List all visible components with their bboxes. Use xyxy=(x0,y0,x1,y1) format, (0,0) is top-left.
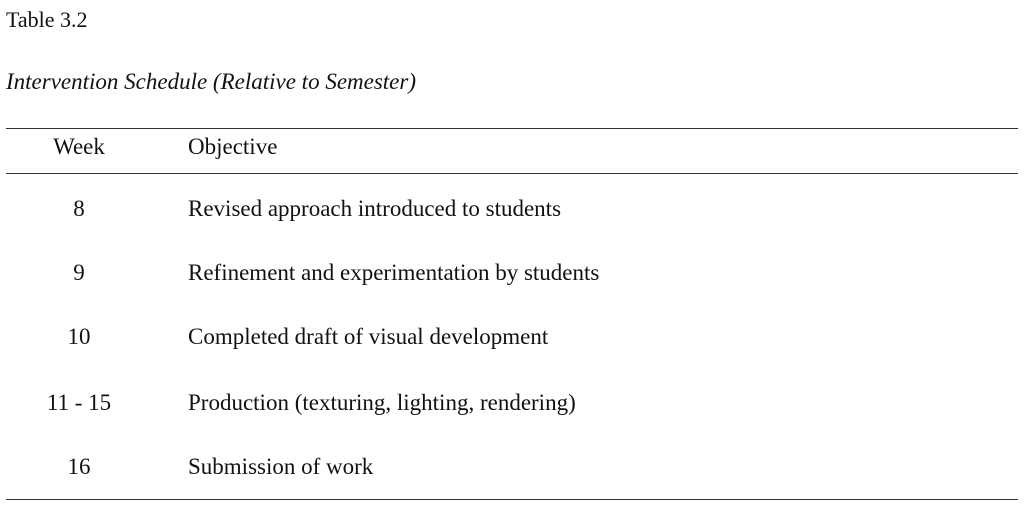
objective-cell: Completed draft of visual development xyxy=(188,324,549,349)
table-row xyxy=(0,192,1024,226)
table-top-rule xyxy=(6,128,1018,129)
table-number: Table 3.2 xyxy=(6,7,88,32)
table-row xyxy=(0,386,1024,420)
objective-cell: Refinement and experimentation by students xyxy=(188,260,600,285)
table-header-rule xyxy=(6,173,1018,174)
week-cell: 8 xyxy=(73,196,85,221)
week-cell: 11 - 15 xyxy=(46,390,112,415)
objective-cell: Production (texturing, lighting, rendering) xyxy=(188,390,576,415)
week-cell: 16 xyxy=(67,454,91,479)
table-title: Intervention Schedule (Relative to Semester) xyxy=(6,69,417,94)
table-row xyxy=(0,320,1024,354)
table-row xyxy=(0,256,1024,290)
objective-cell: Submission of work xyxy=(188,454,374,479)
table-row xyxy=(0,450,1024,484)
objective-cell: Revised approach introduced to students xyxy=(188,196,562,221)
table-bottom-rule xyxy=(6,499,1018,500)
week-cell: 10 xyxy=(67,324,91,349)
column-header-week: Week xyxy=(53,134,105,159)
column-header-objective: Objective xyxy=(188,134,278,159)
week-cell: 9 xyxy=(73,260,85,285)
